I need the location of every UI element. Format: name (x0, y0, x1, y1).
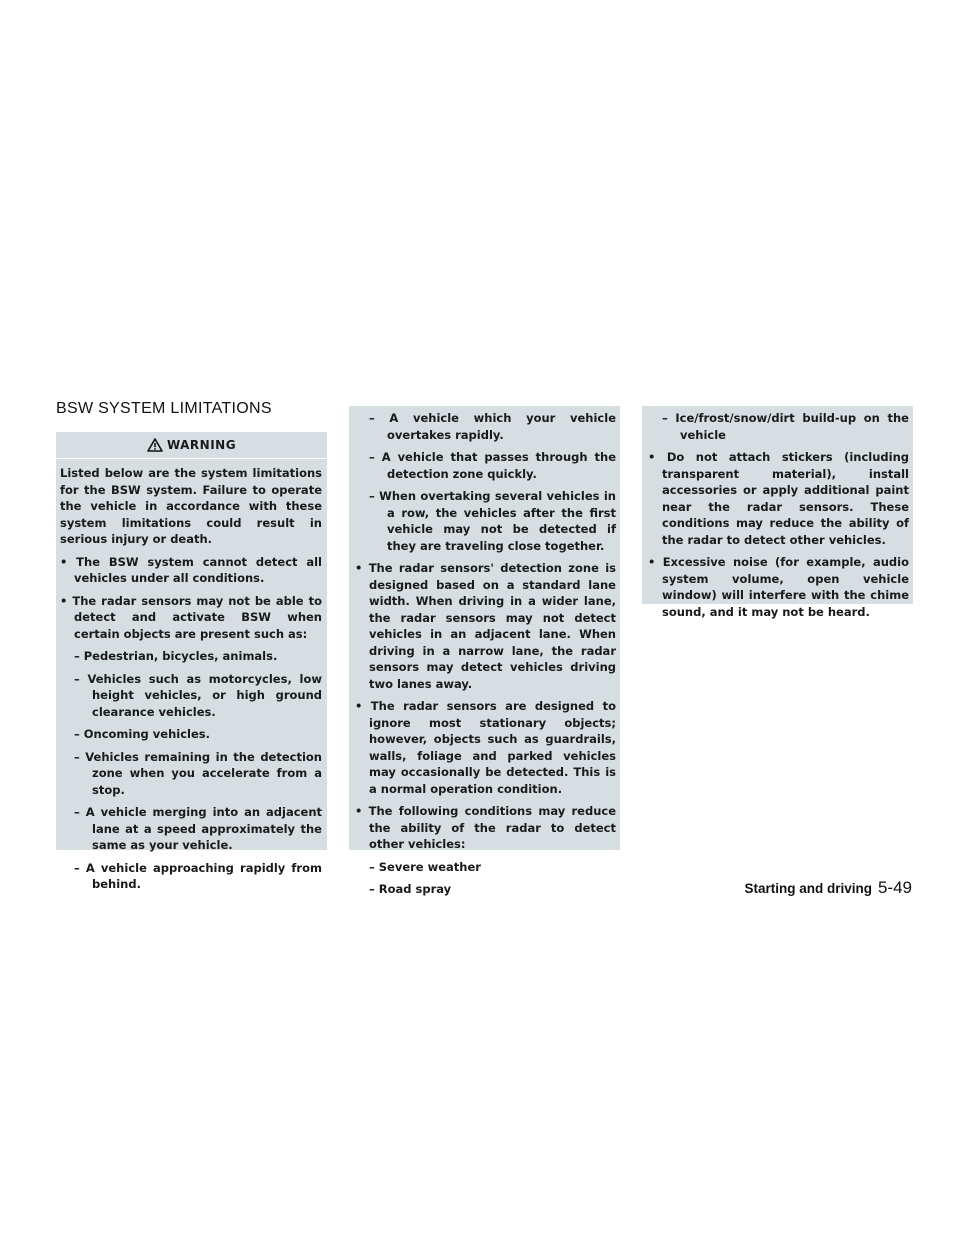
dash-item: – Road spray (369, 882, 452, 896)
warning-triangle-icon (147, 438, 163, 452)
dash-item: – When overtaking several vehicles in a row, the vehicles after the first vehicle may not be detected if they are traveling close together. (369, 489, 616, 553)
warning-label: WARNING (166, 437, 237, 452)
page-footer (744, 878, 912, 898)
dash-item: – Severe weather (369, 859, 481, 874)
dash-item: – A vehicle approaching rapidly from behind. (74, 860, 322, 891)
warning-header (56, 432, 327, 459)
footer-section-name: Starting and driving (744, 881, 872, 896)
dash-item: – Oncoming vehicles. (74, 727, 210, 741)
dash-item: – A vehicle which your vehicle overtakes rapidly. (369, 411, 616, 442)
bullet-item: • Excessive noise (for example, audio system volume, open vehicle window) will interfere with the chime sound, and it may not be heard. (648, 555, 909, 619)
bullet-item: • The BSW system cannot detect all vehicles under all conditions. (60, 554, 322, 585)
dash-item: – Pedestrian, bicycles, animals. (74, 649, 278, 663)
warning-box-column-3 (642, 406, 913, 619)
dash-item: – Vehicles remaining in the detection zone when you accelerate from a stop. (74, 749, 322, 797)
section-title: BSW SYSTEM LIMITATIONS (56, 400, 272, 417)
page-number: 5-49 (877, 878, 912, 897)
dash-item: – A vehicle merging into an adjacent lane at a speed approximately the same as your vehicle. (74, 805, 322, 852)
bullet-item: • The radar sensors may not be able to detect and activate BSW when certain objects are present such as: (60, 593, 322, 641)
bullet-item: • The following conditions may reduce the ability of the radar to detect other vehicles: (355, 804, 616, 851)
warning-box-column-1 (56, 432, 327, 891)
bullet-item: • Do not attach stickers (including transparent material), install accessories or apply additional paint near the radar sensors. These conditions may reduce the ability of the radar to detect other vehicles. (648, 450, 909, 547)
bullet-item: • The radar sensors' detection zone is designed based on a standard lane width. When driving in a wider lane, the radar sensors may not detect vehicles in an adjacent lane. When driving in a narrow lane, the radar sensors may detect vehicles driving two lanes away. (355, 561, 616, 691)
dash-item: – Vehicles such as motorcycles, low height vehicles, or high ground clearance vehicles. (74, 671, 322, 719)
dash-item: – A vehicle that passes through the detection zone quickly. (369, 450, 616, 481)
warning-intro: Listed below are the system limitations for the BSW system. Failure to operate the vehicle in accordance with these system limitations could result in serious injury or death. (60, 466, 322, 546)
bullet-item: • The radar sensors are designed to ignore most stationary objects; however, objects such as guardrails, walls, foliage and parked vehicles may occasionally be detected. This is a normal operation condition. (355, 699, 616, 796)
warning-box-column-2 (349, 406, 620, 896)
dash-item: – Ice/frost/snow/dirt build-up on the vehicle (662, 411, 909, 442)
